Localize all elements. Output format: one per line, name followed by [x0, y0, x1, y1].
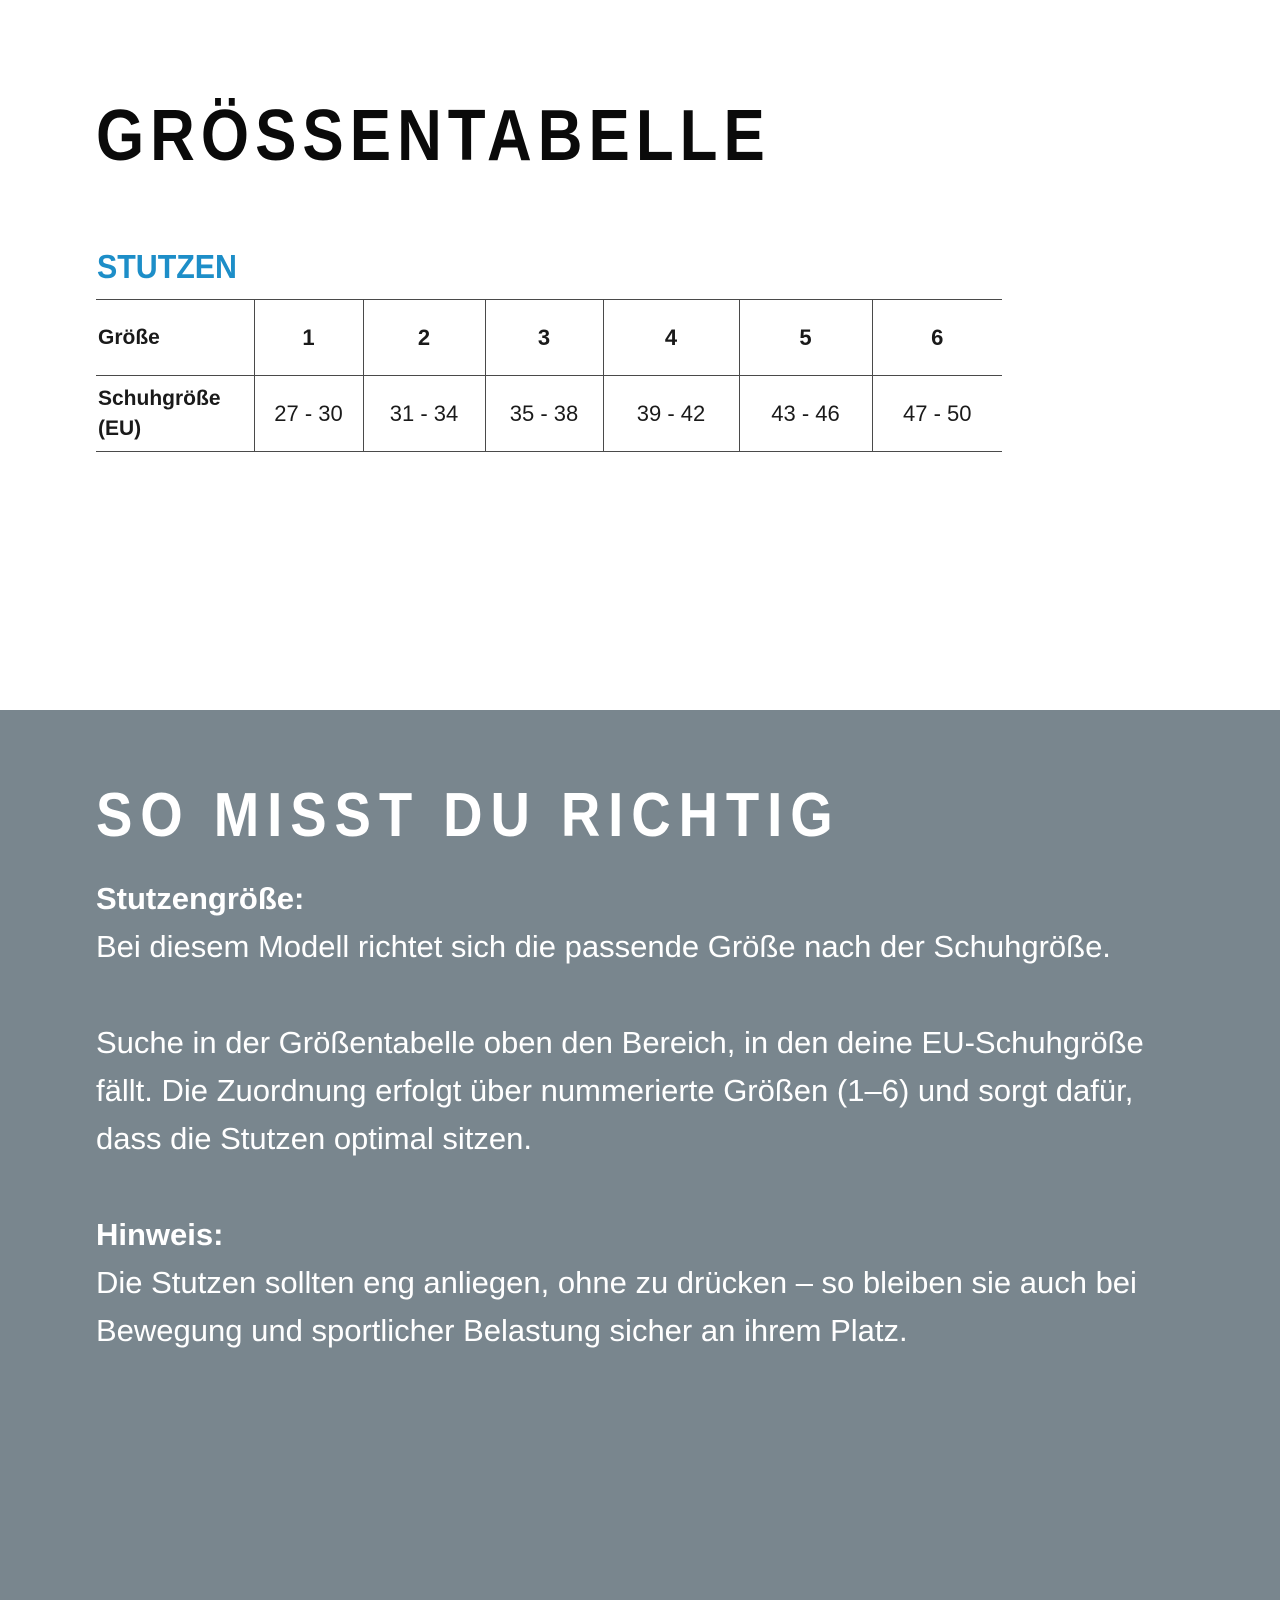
row-header-shoe-size-line1: Schuhgröße: [98, 386, 221, 410]
shoe-size-cell: 47 - 50: [872, 376, 1002, 452]
table-row: [96, 376, 1002, 452]
size-cell: 3: [485, 300, 603, 376]
shoe-size-cell: 31 - 34: [363, 376, 485, 452]
size-table: [96, 299, 1002, 452]
measure-title: SO MISST DU RICHTIG: [96, 781, 841, 850]
measure-paragraph-1: [96, 875, 1206, 971]
heading-sock-size: Stutzengröße:: [96, 881, 305, 916]
table-label: STUTZEN: [97, 248, 237, 285]
shoe-size-cell: 43 - 46: [739, 376, 872, 452]
row-header-size: Größe: [96, 300, 254, 376]
row-header-shoe-size-line2: (EU): [98, 416, 142, 440]
size-cell: 1: [254, 300, 363, 376]
size-cell: 6: [872, 300, 1002, 376]
paragraph-note: Die Stutzen sollten eng anliegen, ohne zu drücken – so bleiben sie auch bei Bewegung und sportlicher Belastung sicher an ihrem Platz.: [96, 1265, 1137, 1348]
measure-paragraph-2: Suche in der Größentabelle oben den Bereich, in den deine EU-Schuhgröße fällt. Die Zuordnung erfolgt über nummerierte Größen (1–6) und sorgt dafür, dass die Stutzen optimal sitzen.: [96, 1025, 1144, 1156]
row-header-shoe-size: [96, 376, 254, 452]
size-cell: 5: [739, 300, 872, 376]
page-title: GRÖSSENTABELLE: [96, 96, 771, 176]
shoe-size-cell: 27 - 30: [254, 376, 363, 452]
shoe-size-cell: 39 - 42: [603, 376, 739, 452]
measure-text: [96, 875, 1206, 1403]
table-row: [96, 300, 1002, 376]
size-cell: 2: [363, 300, 485, 376]
paragraph-sock-size: Bei diesem Modell richtet sich die passende Größe nach der Schuhgröße.: [96, 929, 1111, 964]
measure-paragraph-3: [96, 1211, 1206, 1355]
shoe-size-cell: 35 - 38: [485, 376, 603, 452]
size-chart-section: [0, 0, 1280, 710]
measure-section: [0, 710, 1280, 1600]
heading-note: Hinweis:: [96, 1217, 224, 1252]
size-cell: 4: [603, 300, 739, 376]
